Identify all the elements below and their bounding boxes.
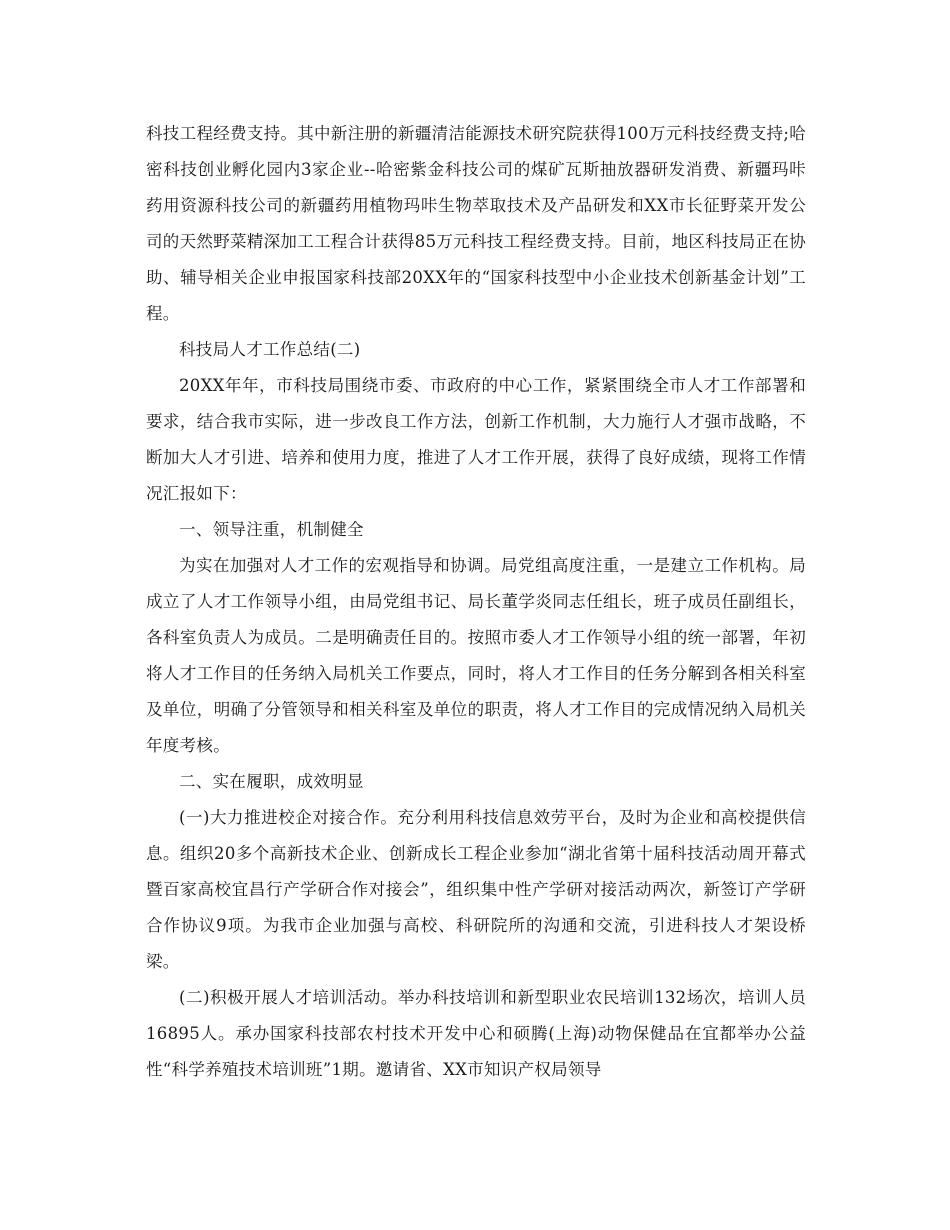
paragraph-continuation: 科技工程经费支持。其中新注册的新疆清洁能源技术研究院获得100万元科技经费支持;哈密科技创业孵化园内3家企业--哈密紫金科技公司的煤矿瓦斯抽放器研发消费、新疆玛咔药用资源科技公司的新疆药用植物玛咔生物萃取技术及产品研发和XX市长征野菜开发公司的天然野菜精深加工工程合计获得85万元科技工程经费支持。目前，地区科技局正在协助、辅导相关企业申报国家科技部20XX年的“国家科技型中小企业技术创新基金计划”工程。 [146,124,806,323]
section-title: 科技局人才工作总结(二) [179,340,361,359]
document-body [146,116,806,1088]
section-heading-2: 二、实在履职，成效明显 [179,772,364,791]
paragraph-training: (二)积极开展人才培训活动。举办科技培训和新型职业农民培训132场次，培训人员16895人。承办国家科技部农村技术开发中心和硕腾(上海)动物保健品在宜都举办公益性“科学养殖技术培训班”1期。邀请省、XX市知识产权局领导 [146,988,806,1079]
paragraph-leadership: 为实在加强对人才工作的宏观指导和协调。局党组高度注重，一是建立工作机构。局成立了人才工作领导小组，由局党组书记、局长董学炎同志任组长，班子成员任副组长，各科室负责人为成员。二是明确责任目的。按照市委人才工作领导小组的统一部署，年初将人才工作目的任务纳入局机关工作要点，同时，将人才工作目的任务分解到各相关科室及单位，明确了分管领导和相关科室及单位的职责，将人才工作目的完成情况纳入局机关年度考核。 [146,556,806,755]
section-heading-1: 一、领导注重，机制健全 [179,520,364,539]
paragraph-cooperation: (一)大力推进校企对接合作。充分利用科技信息效劳平台，及时为企业和高校提供信息。组织20多个高新技术企业、创新成长工程企业参加“湖北省第十届科技活动周开幕式暨百家高校宜昌行产学研合作对接会”，组织集中性产学研对接活动两次，新签订产学研合作协议9项。为我市企业加强与高校、科研院所的沟通和交流，引进科技人才架设桥梁。 [146,808,806,971]
paragraph-intro: 20XX年年，市科技局围绕市委、市政府的中心工作，紧紧围绕全市人才工作部署和要求，结合我市实际，进一步改良工作方法，创新工作机制，大力施行人才强市战略，不断加大人才引进、培养和使用力度，推进了人才工作开展，获得了良好成绩，现将工作情况汇报如下： [146,376,806,503]
